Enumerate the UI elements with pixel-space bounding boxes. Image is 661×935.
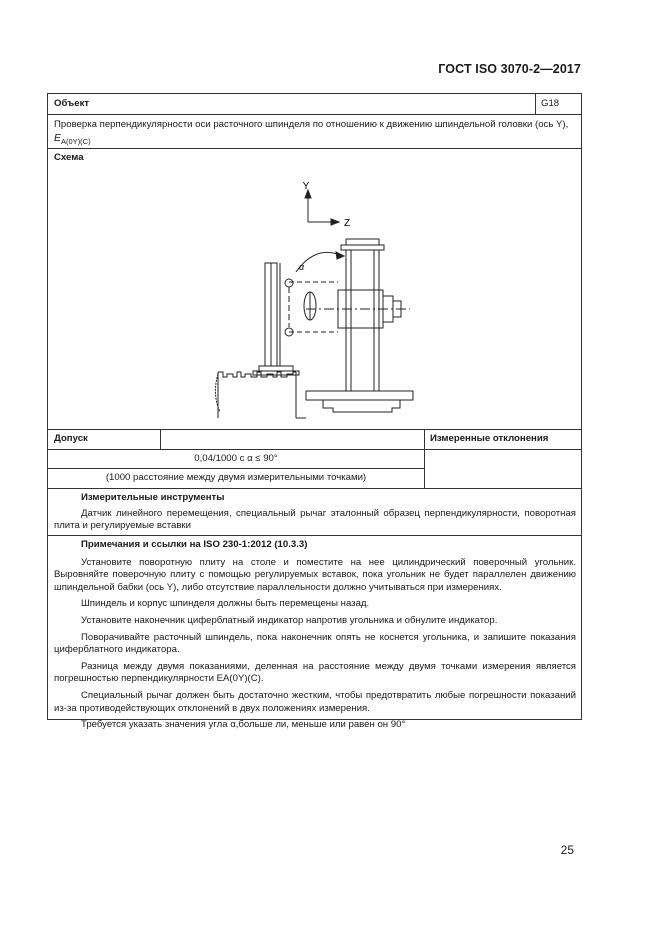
tolerance-value-separator: [48, 468, 424, 469]
tolerance-separator: [48, 429, 581, 430]
notes-paragraph: Установите наконечник циферблатный индикатор напротив угольника и обнулите индикатор.: [81, 614, 498, 626]
z-axis-label: Z: [344, 218, 351, 229]
notes-paragraph: Поворачивайте расточный шпиндель, пока наконечник опять не коснется угольника, и запишите показания циферблатного индикатора.: [54, 631, 576, 656]
notes-block: [54, 539, 576, 732]
z-axis-arrow: [331, 219, 339, 225]
scheme-label: Схема: [54, 152, 84, 163]
tolerance-note: (1000 расстояние между двумя измерительными точками): [105, 472, 367, 483]
angle-label: α: [299, 262, 305, 272]
object-label: Объект: [54, 98, 90, 109]
y-axis-label: Y: [302, 181, 310, 192]
notes-paragraph: Шпиндель и корпус шпинделя должны быть перемещены назад.: [81, 598, 370, 610]
notes-paragraph: Установите поворотную плиту на столе и поместите на нее цилиндрический поверочный угольник. Выровняйте поверочную плиту с помощью регулируемых вставок, пока угольник не будет параллелен движению шпиндельной бабки (ось Y), либо отсутствие параллельности должно учитываться при измерениях.: [54, 556, 576, 593]
tolerance-value: 0,04/1000 с α ≤ 90°: [194, 453, 278, 464]
object-code: G18: [541, 98, 560, 109]
page-number: 25: [560, 843, 574, 857]
document-header: ГОСТ ISO 3070-2—2017: [438, 62, 581, 76]
notes-label: Примечания и ссылки на ISO 230-1:2012 (10.3.3): [81, 539, 308, 550]
instruments-text: Датчик линейного перемещения, специальный рычаг эталонный образец перпендикулярности, поворотная плита и регулируемые вставки: [54, 507, 576, 532]
instruments-separator: [48, 488, 581, 489]
instruments-block: [54, 492, 576, 533]
indicator-top: [285, 279, 293, 287]
tolerance-left-divider: [160, 429, 161, 449]
column-cap: [346, 239, 379, 245]
tolerance-label: Допуск: [54, 433, 88, 444]
tolerance-header-separator: [48, 449, 581, 450]
scheme-diagram: [48, 94, 583, 429]
measured-deviations-label: Измеренные отклонения: [430, 433, 549, 444]
rotary-plate: [259, 366, 293, 371]
notes-separator: [48, 535, 581, 536]
error-symbol-subscript: A(0Y)(C): [61, 136, 91, 146]
notes-paragraph: Разница между двумя показаниями, деленная на расстояние между двумя точками измерения является погрешностью перпендикулярности EA(0Y)(C).: [54, 660, 576, 685]
base-foot: [323, 400, 400, 412]
notes-paragraph: Требуется указать значения угла α,больше ли, меньше или равен он 90°: [81, 719, 406, 731]
tolerance-right-divider: [424, 429, 425, 488]
machine-base: [306, 391, 413, 400]
test-card-table: [47, 93, 582, 731]
error-symbol: E: [54, 131, 62, 144]
notes-paragraph: Специальный рычаг должен быть достаточно жестким, чтобы предотвратить любые погрешности показаний из-за противодействующих отклонений в двух положениях измерения.: [54, 689, 576, 714]
object-description-text: Проверка перпендикулярности оси расточного шпинделя по отношению к движению шпиндельной головки (ось Y),: [54, 119, 569, 130]
instruments-label: Измерительные инструменты: [81, 492, 225, 503]
